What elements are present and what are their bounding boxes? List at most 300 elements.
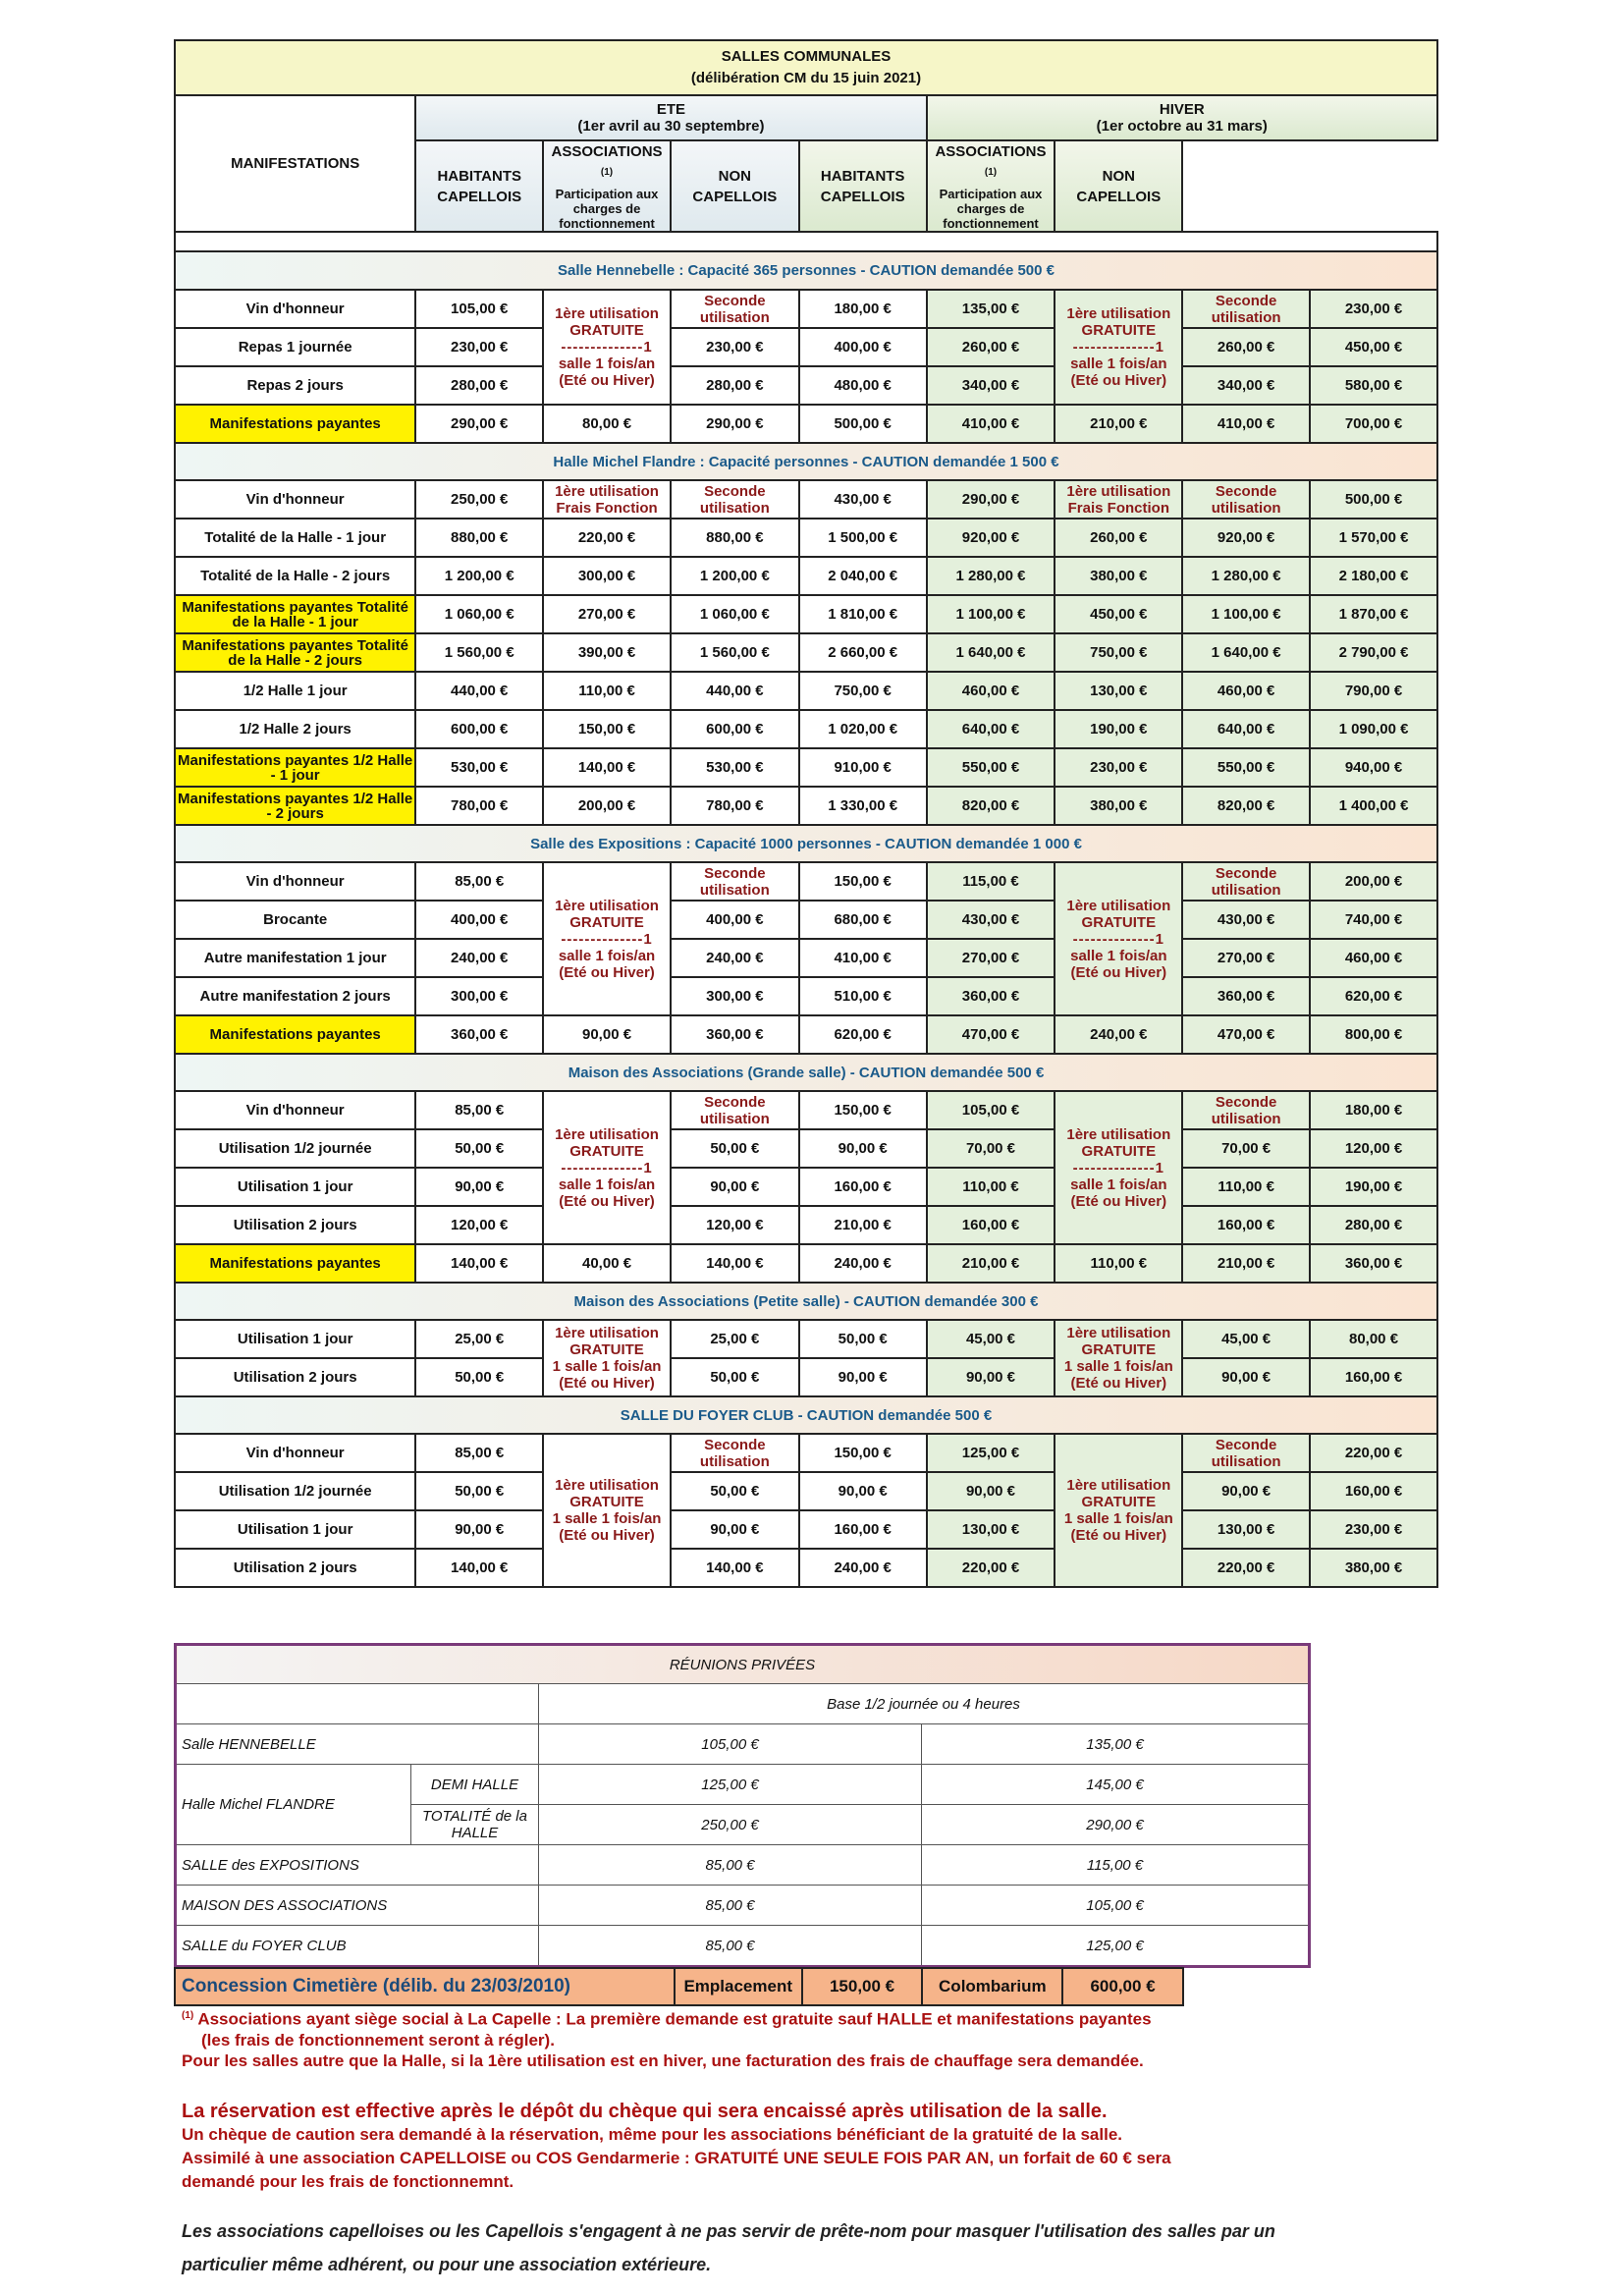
table-cell: 90,00 €	[415, 1510, 543, 1549]
table-cell: Utilisation 1/2 journée	[175, 1129, 415, 1168]
table-cell: 340,00 €	[1182, 366, 1310, 405]
table-row	[175, 977, 1437, 1015]
table-row	[175, 862, 1437, 901]
free-first-use-note: 1ère utilisation GRATUITE --------------1 salle 1 fois/an (Eté ou Hiver)	[1055, 1091, 1182, 1244]
concession-title: Concession Cimetière (délib. du 23/03/2010)	[176, 1969, 676, 2004]
table-cell: Brocante	[175, 901, 415, 939]
table-cell: 1 060,00 €	[415, 595, 543, 633]
table-cell: 790,00 €	[1310, 672, 1437, 710]
table-cell: 640,00 €	[927, 710, 1055, 748]
table-row	[176, 1724, 1310, 1765]
table-cell: Utilisation 1 jour	[175, 1320, 415, 1358]
table-cell: 280,00 €	[415, 366, 543, 405]
table-cell: 110,00 €	[1055, 1244, 1182, 1283]
table-cell: 145,00 €	[922, 1765, 1310, 1805]
table-cell: 150,00 €	[543, 710, 671, 748]
table-cell: Autre manifestation 2 jours	[175, 977, 415, 1015]
table-cell: 2 660,00 €	[799, 633, 927, 672]
table-cell: 1 330,00 €	[799, 787, 927, 825]
table-cell: Utilisation 1/2 journée	[175, 1472, 415, 1510]
table-cell: 90,00 €	[671, 1168, 799, 1206]
seconde-note: Seconde utilisation	[1182, 290, 1310, 328]
table-cell: 105,00 €	[415, 290, 543, 328]
table-cell: 1 640,00 €	[927, 633, 1055, 672]
engagement-note: Les associations capelloises ou les Capellois s'engagent à ne pas servir de prête-nom pour masquer l'utilisation des salles par un particulier même adhérent, ou pour une association extérieure.	[182, 2221, 1275, 2274]
table-cell: 115,00 €	[927, 862, 1055, 901]
free-first-use-note: 1ère utilisation GRATUITE --------------1 salle 1 fois/an (Eté ou Hiver)	[543, 290, 671, 405]
table-cell: Utilisation 2 jours	[175, 1549, 415, 1587]
table-cell: 120,00 €	[671, 1206, 799, 1244]
table-cell: DEMI HALLE	[411, 1765, 539, 1805]
table-cell: 400,00 €	[799, 328, 927, 366]
table-cell: 300,00 €	[415, 977, 543, 1015]
table-cell: 780,00 €	[415, 787, 543, 825]
table-cell: 600,00 €	[671, 710, 799, 748]
table-cell: 220,00 €	[543, 519, 671, 557]
table-cell: Totalité de la Halle - 1 jour	[175, 519, 415, 557]
table-cell: 280,00 €	[671, 366, 799, 405]
table-cell: 360,00 €	[671, 1015, 799, 1054]
table-cell: 90,00 €	[415, 1168, 543, 1206]
table-row	[175, 710, 1437, 748]
table-cell: 230,00 €	[1310, 290, 1437, 328]
table-cell: 200,00 €	[1310, 862, 1437, 901]
table-cell: 240,00 €	[799, 1244, 927, 1283]
table-cell: MAISON DES ASSOCIATIONS	[176, 1886, 539, 1926]
table-cell: 1 280,00 €	[1182, 557, 1310, 595]
table-cell: 85,00 €	[539, 1886, 922, 1926]
table-row	[175, 519, 1437, 557]
section-expo: Salle des Expositions : Capacité 1000 personnes - CAUTION demandée 1 000 €	[175, 825, 1437, 862]
table-cell: 450,00 €	[1055, 595, 1182, 633]
table-cell: 220,00 €	[1310, 1434, 1437, 1472]
reunions-table	[174, 1643, 1311, 1968]
table-cell: 45,00 €	[1182, 1320, 1310, 1358]
table-cell: 530,00 €	[671, 748, 799, 787]
table-cell: 1 200,00 €	[415, 557, 543, 595]
table-row	[176, 1926, 1310, 1967]
table-cell: Vin d'honneur	[175, 862, 415, 901]
table-cell: Utilisation 1 jour	[175, 1168, 415, 1206]
table-cell: 85,00 €	[415, 1434, 543, 1472]
seconde-note: Seconde utilisation	[671, 1091, 799, 1129]
table-row	[176, 1845, 1310, 1886]
table-cell: 85,00 €	[539, 1926, 922, 1967]
table-cell: 1 560,00 €	[415, 633, 543, 672]
free-first-use-note: 1ère utilisation GRATUITE 1 salle 1 fois/an (Eté ou Hiver)	[1055, 1320, 1182, 1396]
table-cell: 25,00 €	[415, 1320, 543, 1358]
table-cell: Manifestations payantes 1/2 Halle - 2 jours	[175, 787, 415, 825]
table-cell: 1 500,00 €	[799, 519, 927, 557]
table-cell: 90,00 €	[927, 1472, 1055, 1510]
table-cell: Manifestations payantes	[175, 1244, 415, 1283]
table-cell: 40,00 €	[543, 1244, 671, 1283]
table-cell: 360,00 €	[1182, 977, 1310, 1015]
table-cell: 300,00 €	[543, 557, 671, 595]
table-cell: 270,00 €	[927, 939, 1055, 977]
table-row	[175, 672, 1437, 710]
table-cell: Utilisation 2 jours	[175, 1358, 415, 1396]
table-cell: 620,00 €	[1310, 977, 1437, 1015]
table-row	[175, 557, 1437, 595]
table-row	[175, 901, 1437, 939]
table-cell: 750,00 €	[799, 672, 927, 710]
table-cell: 1 020,00 €	[799, 710, 927, 748]
table-cell: 140,00 €	[415, 1244, 543, 1283]
table-cell: 360,00 €	[927, 977, 1055, 1015]
table-row	[176, 1765, 1310, 1805]
table-cell: 290,00 €	[927, 480, 1055, 519]
table-cell: 90,00 €	[927, 1358, 1055, 1396]
table-cell: Autre manifestation 1 jour	[175, 939, 415, 977]
table-row	[175, 1206, 1437, 1244]
free-first-use-note: 1ère utilisation GRATUITE --------------1 salle 1 fois/an (Eté ou Hiver)	[1055, 862, 1182, 1015]
non-capellois-hiver-header: NON CAPELLOIS	[1055, 140, 1182, 232]
tariff-table	[174, 39, 1438, 1588]
table-row	[175, 1129, 1437, 1168]
seconde-note: Seconde utilisation	[1182, 480, 1310, 519]
table-row	[175, 1434, 1437, 1472]
table-cell: 240,00 €	[799, 1549, 927, 1587]
free-first-use-note: 1ère utilisation GRATUITE --------------1 salle 1 fois/an (Eté ou Hiver)	[543, 862, 671, 1015]
table-cell: 290,00 €	[415, 405, 543, 443]
table-cell: 430,00 €	[799, 480, 927, 519]
table-cell: 1/2 Halle 1 jour	[175, 672, 415, 710]
table-cell: 70,00 €	[927, 1129, 1055, 1168]
table-cell: 25,00 €	[671, 1320, 799, 1358]
table-cell: 940,00 €	[1310, 748, 1437, 787]
table-cell: 210,00 €	[799, 1206, 927, 1244]
table-cell: 50,00 €	[671, 1129, 799, 1168]
table-row	[175, 405, 1437, 443]
table-cell: 190,00 €	[1055, 710, 1182, 748]
table-cell: Repas 2 jours	[175, 366, 415, 405]
table-cell: 910,00 €	[799, 748, 927, 787]
table-cell: 680,00 €	[799, 901, 927, 939]
table-cell: 820,00 €	[927, 787, 1055, 825]
table-cell: Vin d'honneur	[175, 1434, 415, 1472]
table-row	[175, 1472, 1437, 1510]
table-cell: 880,00 €	[415, 519, 543, 557]
table-row	[175, 748, 1437, 787]
seconde-note: Seconde utilisation	[671, 290, 799, 328]
table-cell: 800,00 €	[1310, 1015, 1437, 1054]
section-halle: Halle Michel Flandre : Capacité personnes - CAUTION demandée 1 500 €	[175, 443, 1437, 480]
seconde-note: Seconde utilisation	[1182, 862, 1310, 901]
table-cell: 340,00 €	[927, 366, 1055, 405]
table-row	[175, 595, 1437, 633]
table-cell: 80,00 €	[1310, 1320, 1437, 1358]
free-first-use-note: 1ère utilisation GRATUITE 1 salle 1 fois/an (Eté ou Hiver)	[543, 1320, 671, 1396]
table-cell: 1/2 Halle 2 jours	[175, 710, 415, 748]
table-cell: 160,00 €	[1310, 1358, 1437, 1396]
table-cell: 85,00 €	[415, 862, 543, 901]
table-cell: Manifestations payantes	[175, 1015, 415, 1054]
table-cell: 230,00 €	[415, 328, 543, 366]
columbarium-label: Colombarium	[923, 1969, 1063, 2004]
table-cell: 2 040,00 €	[799, 557, 927, 595]
table-cell: 240,00 €	[1055, 1015, 1182, 1054]
table-cell: TOTALITÉ de la HALLE	[411, 1805, 539, 1845]
table-cell: 1 200,00 €	[671, 557, 799, 595]
table-cell: 750,00 €	[1055, 633, 1182, 672]
table-cell: 105,00 €	[539, 1724, 922, 1765]
manifestations-header: MANIFESTATIONS	[175, 95, 415, 232]
page-title: SALLES COMMUNALES (délibération CM du 15 juin 2021)	[175, 40, 1437, 95]
table-cell: 780,00 €	[671, 787, 799, 825]
table-cell: 140,00 €	[671, 1244, 799, 1283]
table-cell: 80,00 €	[543, 405, 671, 443]
table-cell: 110,00 €	[543, 672, 671, 710]
table-cell: 700,00 €	[1310, 405, 1437, 443]
table-cell: 90,00 €	[799, 1472, 927, 1510]
table-cell: 580,00 €	[1310, 366, 1437, 405]
table-row	[175, 328, 1437, 366]
seconde-note: Seconde utilisation	[671, 480, 799, 519]
table-cell: 50,00 €	[415, 1472, 543, 1510]
table-cell: 600,00 €	[415, 710, 543, 748]
table-cell: 110,00 €	[1182, 1168, 1310, 1206]
table-cell: 130,00 €	[1055, 672, 1182, 710]
table-cell: 400,00 €	[415, 901, 543, 939]
section-foyer: SALLE DU FOYER CLUB - CAUTION demandée 500 €	[175, 1396, 1437, 1434]
table-cell: 210,00 €	[1055, 405, 1182, 443]
table-cell: 400,00 €	[671, 901, 799, 939]
tariff-sheet	[174, 39, 1438, 1588]
table-cell: 90,00 €	[799, 1358, 927, 1396]
table-cell: 240,00 €	[415, 939, 543, 977]
free-first-use-note: 1ère utilisation GRATUITE --------------1 salle 1 fois/an (Eté ou Hiver)	[543, 1091, 671, 1244]
section-hennebelle: Salle Hennebelle : Capacité 365 personnes - CAUTION demandée 500 €	[175, 251, 1437, 290]
table-cell: 510,00 €	[799, 977, 927, 1015]
table-cell: 290,00 €	[671, 405, 799, 443]
reunions-base: Base 1/2 journée ou 4 heures	[539, 1684, 1310, 1724]
table-cell: 90,00 €	[1182, 1472, 1310, 1510]
columbarium-price: 600,00 €	[1090, 1977, 1156, 1995]
frais-fonction-note: 1ère utilisation Frais Fonction	[543, 480, 671, 519]
section-maison-petite: Maison des Associations (Petite salle) - CAUTION demandée 300 €	[175, 1283, 1437, 1320]
table-cell: 1 870,00 €	[1310, 595, 1437, 633]
associations-ete-header: ASSOCIATIONS $^{(1)}$ Participation aux charges de fonctionnement	[543, 140, 671, 232]
table-cell: 380,00 €	[1310, 1549, 1437, 1587]
table-row	[175, 1358, 1437, 1396]
table-cell: 230,00 €	[1310, 1510, 1437, 1549]
table-row	[175, 366, 1437, 405]
table-cell: 150,00 €	[799, 1091, 927, 1129]
table-cell: 250,00 €	[539, 1805, 922, 1845]
table-cell: Utilisation 2 jours	[175, 1206, 415, 1244]
table-cell: Manifestations payantes 1/2 Halle - 1 jour	[175, 748, 415, 787]
table-cell: 380,00 €	[1055, 557, 1182, 595]
free-first-use-note: 1ère utilisation GRATUITE --------------1 salle 1 fois/an (Eté ou Hiver)	[1055, 290, 1182, 405]
table-cell: 160,00 €	[799, 1168, 927, 1206]
table-cell: 550,00 €	[1182, 748, 1310, 787]
table-cell: Utilisation 1 jour	[175, 1510, 415, 1549]
table-cell: 125,00 €	[539, 1765, 922, 1805]
table-cell: Manifestations payantes Totalité de la Halle - 1 jour	[175, 595, 415, 633]
table-row	[176, 1886, 1310, 1926]
associations-hiver-header: ASSOCIATIONS $^{(1)}$ Participation aux charges de fonctionnement	[927, 140, 1055, 232]
table-cell: 470,00 €	[1182, 1015, 1310, 1054]
table-cell: 2 790,00 €	[1310, 633, 1437, 672]
table-cell: Repas 1 journée	[175, 328, 415, 366]
table-cell: 270,00 €	[1182, 939, 1310, 977]
table-cell: 135,00 €	[922, 1724, 1310, 1765]
table-row	[175, 787, 1437, 825]
seconde-note: Seconde utilisation	[671, 1434, 799, 1472]
table-cell: 220,00 €	[927, 1549, 1055, 1587]
table-cell: 105,00 €	[922, 1886, 1310, 1926]
emplacement-label: Emplacement	[676, 1969, 803, 2004]
non-capellois-ete-header: NON CAPELLOIS	[671, 140, 799, 232]
table-cell: 640,00 €	[1182, 710, 1310, 748]
table-cell: 1 060,00 €	[671, 595, 799, 633]
table-cell: 460,00 €	[1182, 672, 1310, 710]
table-cell: 300,00 €	[671, 977, 799, 1015]
table-cell: 1 560,00 €	[671, 633, 799, 672]
table-cell: 120,00 €	[1310, 1129, 1437, 1168]
table-cell: 190,00 €	[1310, 1168, 1437, 1206]
table-cell: 2 180,00 €	[1310, 557, 1437, 595]
habitants-ete-header: HABITANTS CAPELLOIS	[415, 140, 543, 232]
table-cell: 50,00 €	[415, 1358, 543, 1396]
table-cell: 90,00 €	[543, 1015, 671, 1054]
table-cell: Manifestations payantes	[175, 405, 415, 443]
table-cell: 260,00 €	[1182, 328, 1310, 366]
table-cell: 105,00 €	[927, 1091, 1055, 1129]
table-cell: 230,00 €	[671, 328, 799, 366]
table-cell: 160,00 €	[927, 1206, 1055, 1244]
table-cell: 140,00 €	[415, 1549, 543, 1587]
table-cell: 920,00 €	[927, 519, 1055, 557]
table-cell: 150,00 €	[799, 862, 927, 901]
table-cell: 740,00 €	[1310, 901, 1437, 939]
table-cell: 430,00 €	[927, 901, 1055, 939]
table-cell: 90,00 €	[1182, 1358, 1310, 1396]
table-cell: SALLE des EXPOSITIONS	[176, 1845, 539, 1886]
table-cell: 280,00 €	[1310, 1206, 1437, 1244]
table-cell: 270,00 €	[543, 595, 671, 633]
table-cell: Halle Michel FLANDRE	[176, 1765, 411, 1845]
free-first-use-note: 1ère utilisation GRATUITE 1 salle 1 fois/an (Eté ou Hiver)	[543, 1434, 671, 1587]
section-maison-grande: Maison des Associations (Grande salle) - CAUTION demandée 500 €	[175, 1054, 1437, 1091]
table-cell: 450,00 €	[1310, 328, 1437, 366]
table-row	[175, 1510, 1437, 1549]
table-row	[175, 1320, 1437, 1358]
table-cell: 1 400,00 €	[1310, 787, 1437, 825]
reservation-notes: La réservation est effective après le dépôt du chèque qui sera encaissé après utilisation de la salle. Un chèque de caution sera demandé à la réservation, même pour les associations bénéficiant de la gratuité de la salle. Assimilé à une association CAPELLOISE ou COS Gendarmerie : GRATUITÉ UNE SEULE FOIS PAR AN, un forfait de 60 € sera demandé pour les frais de fonctionnemnt.	[182, 2101, 1171, 2191]
table-cell: Totalité de la Halle - 2 jours	[175, 557, 415, 595]
seconde-note: Seconde utilisation	[1182, 1434, 1310, 1472]
table-cell: Salle HENNEBELLE	[176, 1724, 539, 1765]
table-cell: 85,00 €	[415, 1091, 543, 1129]
table-cell: 440,00 €	[415, 672, 543, 710]
table-cell: 50,00 €	[671, 1358, 799, 1396]
table-cell: 1 100,00 €	[927, 595, 1055, 633]
table-cell: 880,00 €	[671, 519, 799, 557]
table-cell: 920,00 €	[1182, 519, 1310, 557]
concession-row	[174, 1967, 1184, 2006]
table-cell: 1 810,00 €	[799, 595, 927, 633]
table-cell: 130,00 €	[1182, 1510, 1310, 1549]
table-cell: 440,00 €	[671, 672, 799, 710]
table-cell: 160,00 €	[1182, 1206, 1310, 1244]
ete-header: ETE (1er avril au 30 septembre)	[415, 95, 926, 140]
table-cell: Manifestations payantes Totalité de la Halle - 2 jours	[175, 633, 415, 672]
habitants-hiver-header: HABITANTS CAPELLOIS	[799, 140, 927, 232]
table-row	[175, 1549, 1437, 1587]
table-cell: 150,00 €	[799, 1434, 927, 1472]
table-cell: 1 280,00 €	[927, 557, 1055, 595]
footnotes: $^{(1)}$ Associations ayant siège social à La Capelle : La première demande est gratuite sauf HALLE et manifestations payantes (les frais de fonctionnement seront à régler). Pour les salles autre que la Halle, si la 1ère utilisation est en hiver, une facturation des frais de chauffage sera demandée.	[182, 2009, 1152, 2070]
table-cell: 1 100,00 €	[1182, 595, 1310, 633]
table-cell: 620,00 €	[799, 1015, 927, 1054]
table-cell: 390,00 €	[543, 633, 671, 672]
table-cell: 70,00 €	[1182, 1129, 1310, 1168]
table-cell: 50,00 €	[799, 1320, 927, 1358]
table-cell: Vin d'honneur	[175, 480, 415, 519]
table-cell: 470,00 €	[927, 1015, 1055, 1054]
table-cell: 480,00 €	[799, 366, 927, 405]
table-cell: 160,00 €	[799, 1510, 927, 1549]
table-cell: 460,00 €	[1310, 939, 1437, 977]
table-cell: 250,00 €	[415, 480, 543, 519]
table-cell: 380,00 €	[1055, 787, 1182, 825]
table-cell: 430,00 €	[1182, 901, 1310, 939]
table-cell: 210,00 €	[1182, 1244, 1310, 1283]
table-cell: 410,00 €	[927, 405, 1055, 443]
table-cell: 290,00 €	[922, 1805, 1310, 1845]
table-cell: 125,00 €	[922, 1926, 1310, 1967]
table-cell: 1 570,00 €	[1310, 519, 1437, 557]
table-cell: 120,00 €	[415, 1206, 543, 1244]
emplacement-price: 150,00 €	[803, 1969, 924, 2004]
seconde-note: Seconde utilisation	[1182, 1091, 1310, 1129]
seconde-note: Seconde utilisation	[671, 862, 799, 901]
table-cell: Vin d'honneur	[175, 1091, 415, 1129]
table-cell: 125,00 €	[927, 1434, 1055, 1472]
table-cell: 1 640,00 €	[1182, 633, 1310, 672]
table-cell: 360,00 €	[1310, 1244, 1437, 1283]
table-cell: 90,00 €	[799, 1129, 927, 1168]
table-row	[175, 480, 1437, 519]
table-cell: 410,00 €	[799, 939, 927, 977]
table-cell: 230,00 €	[1055, 748, 1182, 787]
table-cell: 50,00 €	[671, 1472, 799, 1510]
table-cell: 240,00 €	[671, 939, 799, 977]
table-cell: 550,00 €	[927, 748, 1055, 787]
table-cell: 220,00 €	[1182, 1549, 1310, 1587]
table-row	[175, 633, 1437, 672]
table-cell: 260,00 €	[927, 328, 1055, 366]
hiver-header: HIVER (1er octobre au 31 mars)	[927, 95, 1437, 140]
frais-fonction-note: 1ère utilisation Frais Fonction	[1055, 480, 1182, 519]
table-cell: 180,00 €	[799, 290, 927, 328]
table-cell: 200,00 €	[543, 787, 671, 825]
table-cell: Vin d'honneur	[175, 290, 415, 328]
table-cell: 260,00 €	[1055, 519, 1182, 557]
table-cell: 140,00 €	[671, 1549, 799, 1587]
table-cell: 160,00 €	[1310, 1472, 1437, 1510]
table-cell: 410,00 €	[1182, 405, 1310, 443]
table-cell: 180,00 €	[1310, 1091, 1437, 1129]
table-cell: 50,00 €	[415, 1129, 543, 1168]
table-row	[175, 290, 1437, 328]
table-cell: 500,00 €	[1310, 480, 1437, 519]
table-cell: 90,00 €	[671, 1510, 799, 1549]
table-row	[175, 1244, 1437, 1283]
reunions-title: RÉUNIONS PRIVÉES	[176, 1645, 1310, 1684]
